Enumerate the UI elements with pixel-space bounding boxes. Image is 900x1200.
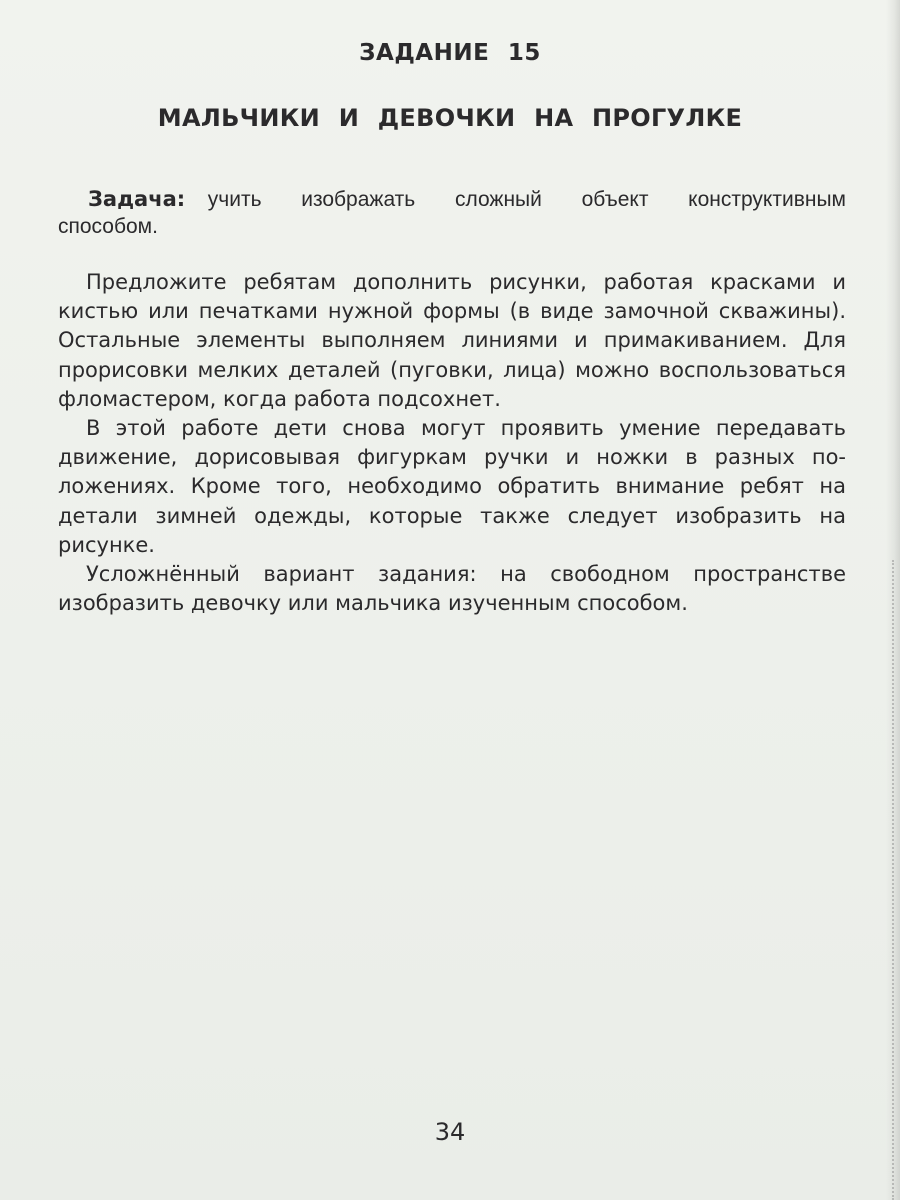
task-number-heading: ЗАДАНИЕ 15 [359,40,541,66]
instructions-paragraph-3: Усложнённый вариант задания: на свободном пространстве изобразить девочку или мальчика изученным способом. [58,562,846,616]
page-number: 34 [434,1118,466,1146]
task-goal-text: учить изображать сложный объект конструктивным способом. [58,188,846,238]
instructions-body [58,268,846,618]
page-edge-perforation [892,560,894,1200]
task-goal [58,186,846,240]
task-goal-label: Задача: [88,187,186,211]
instructions-paragraph-2: В этой работе дети снова могут проявить умение передавать движение, дорисовывая фигуркам ручки и ножки в разных положениях. Кроме того, необходимо обратить внимание ребят на детали зимней одежды, которые также следует изобразить на рисунке. [58,416,846,557]
instructions-paragraph-1: Предложите ребятам дополнить рисунки, работая красками и кистью или печатками нужной формы (в виде замочной скважины). Остальные элементы выполняем линиями и примакиванием. Для прорисовки мелких деталей (пуговки, лица) можно воспользоваться фломастером, когда работа подсохнет. [58,270,846,411]
task-title-heading: МАЛЬЧИКИ И ДЕВОЧКИ НА ПРОГУЛКЕ [157,104,743,132]
